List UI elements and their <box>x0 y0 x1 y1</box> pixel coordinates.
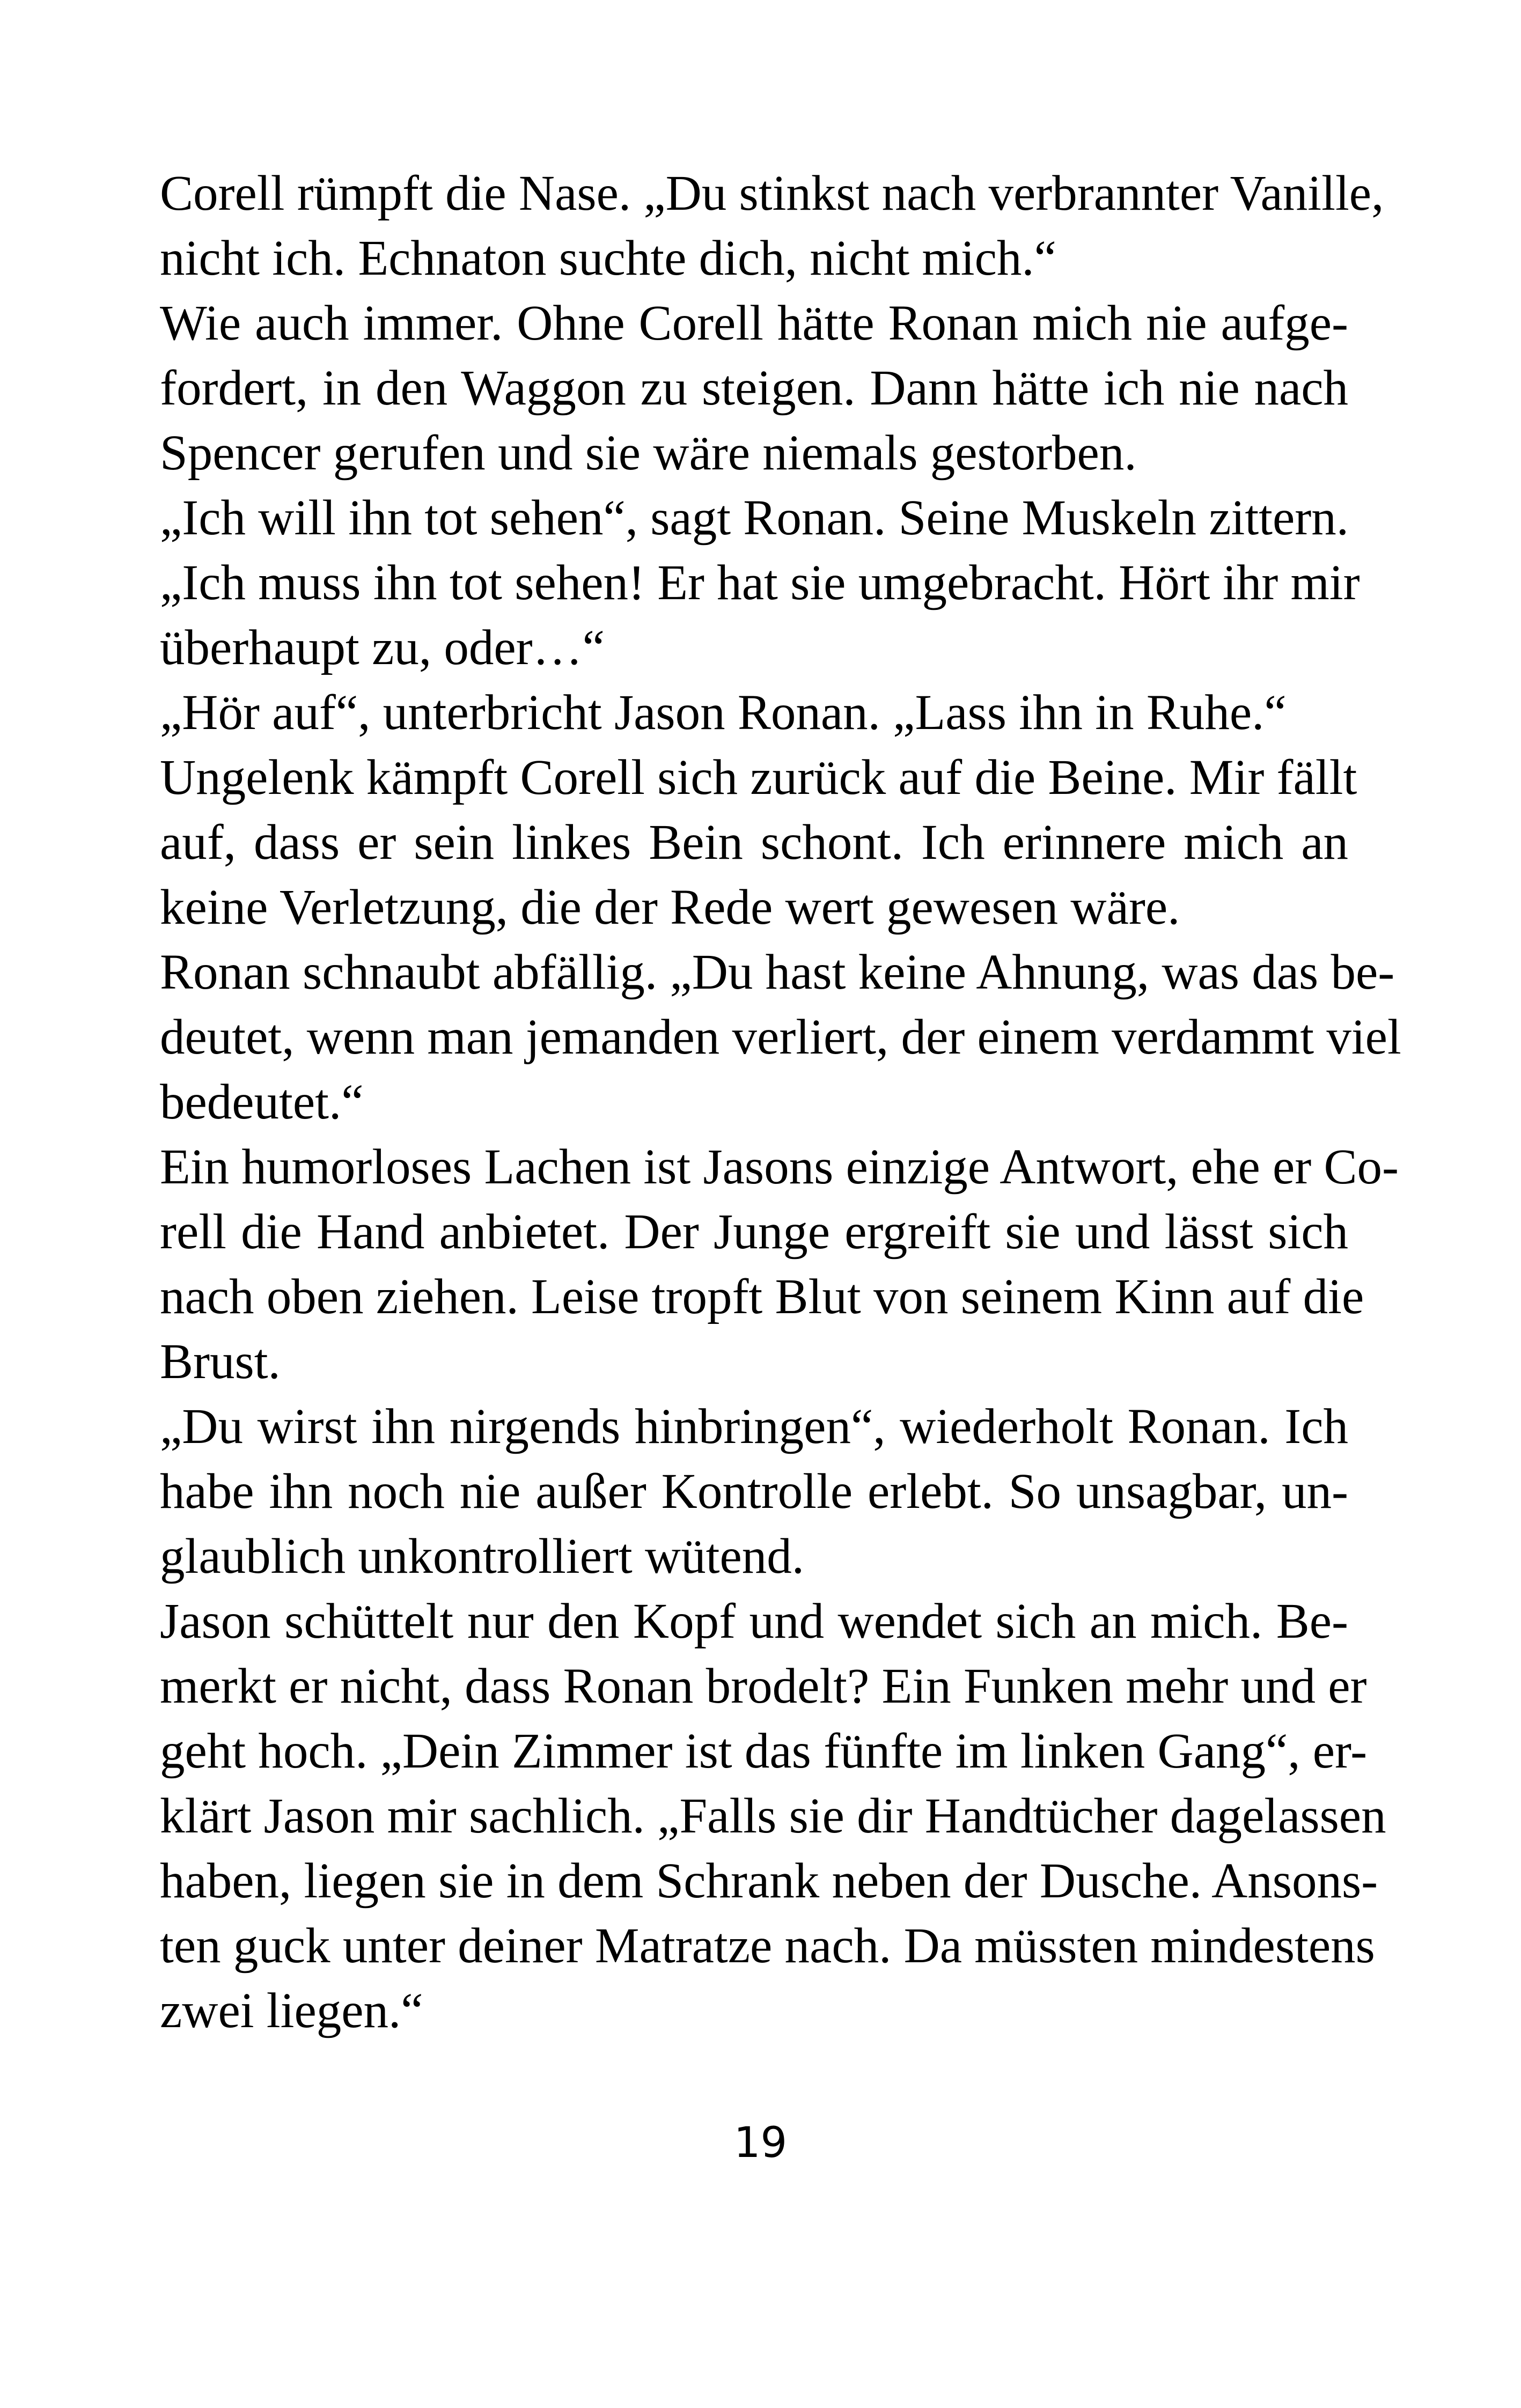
text-line: geht hoch. „Dein Zimmer ist das fünfte im linken Gang“, er- <box>160 1724 1368 1779</box>
text-line: keine Verletzung, die der Rede wert gewesen wäre. <box>160 880 1180 935</box>
text-line: Ungelenk kämpft Corell sich zurück auf die Beine. Mir fällt <box>160 750 1357 805</box>
text-line: Wie auch immer. Ohne Corell hätte Ronan mich nie aufge- <box>160 296 1348 351</box>
text-line: auf, dass er sein linkes Bein schont. Ich erinnere mich an <box>160 815 1348 870</box>
text-line: „Ich will ihn tot sehen“, sagt Ronan. Seine Muskeln zittern. <box>160 490 1349 546</box>
text-line: „Du wirst ihn nirgends hinbringen“, wiederholt Ronan. Ich <box>160 1399 1348 1454</box>
text-line: merkt er nicht, dass Ronan brodelt? Ein Funken mehr und er <box>160 1659 1367 1714</box>
text-line: Corell rümpft die Nase. „Du stinkst nach verbrannter Vanille, <box>160 166 1384 221</box>
text-line: fordert, in den Waggon zu steigen. Dann hätte ich nie nach <box>160 360 1348 416</box>
text-line: nach oben ziehen. Leise tropft Blut von seinem Kinn auf die <box>160 1269 1364 1324</box>
text-line: deutet, wenn man jemanden verliert, der einem verdammt viel <box>160 1010 1401 1065</box>
text-line: Jason schüttelt nur den Kopf und wendet sich an mich. Be- <box>160 1594 1348 1649</box>
text-line: glaublich unkontrolliert wütend. <box>160 1529 805 1584</box>
text-line: ten guck unter deiner Matratze nach. Da müssten mindestens <box>160 1918 1375 1973</box>
text-line: Ronan schnaubt abfällig. „Du hast keine Ahnung, was das be- <box>160 945 1395 1000</box>
text-line: nicht ich. Echnaton suchte dich, nicht mich.“ <box>160 231 1056 286</box>
text-line: „Hör auf“, unterbricht Jason Ronan. „Lass ihn in Ruhe.“ <box>160 685 1287 740</box>
text-line: Ein humorloses Lachen ist Jasons einzige Antwort, ehe er Co- <box>160 1139 1399 1195</box>
text-line: klärt Jason mir sachlich. „Falls sie dir Handtücher dagelassen <box>160 1788 1386 1844</box>
page-number: 19 <box>733 2119 788 2167</box>
body-text <box>160 161 1401 2043</box>
text-line: rell die Hand anbietet. Der Junge ergreift sie und lässt sich <box>160 1204 1348 1260</box>
text-line: haben, liegen sie in dem Schrank neben der Dusche. Ansons- <box>160 1853 1378 1909</box>
text-line: habe ihn noch nie außer Kontrolle erlebt. So unsagbar, un- <box>160 1464 1348 1519</box>
text-line: Spencer gerufen und sie wäre niemals gestorben. <box>160 425 1137 481</box>
text-line: Brust. <box>160 1334 281 1389</box>
text-line: bedeutet.“ <box>160 1074 364 1130</box>
text-line: „Ich muss ihn tot sehen! Er hat sie umgebracht. Hört ihr mir <box>160 555 1360 610</box>
text-line: überhaupt zu, oder…“ <box>160 620 605 675</box>
text-line: zwei liegen.“ <box>160 1983 423 2038</box>
